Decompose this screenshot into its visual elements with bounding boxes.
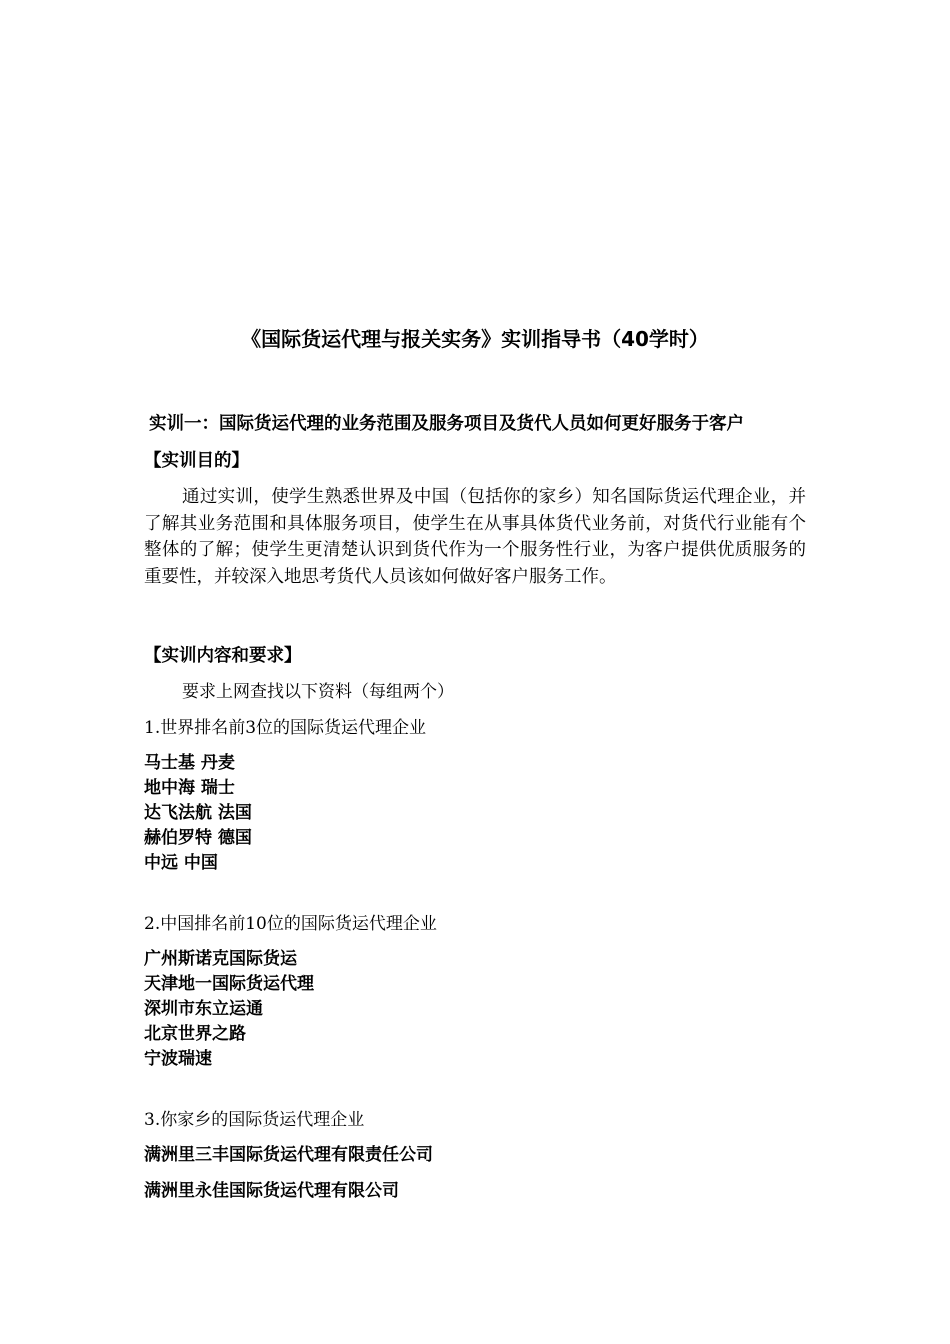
list-item: 广州斯诺克国际货运 [144,949,297,969]
question-1-label: 1.世界排名前3位的国际货运代理企业 [144,718,427,738]
hometown-forwarder-1: 满洲里三丰国际货运代理有限责任公司 [144,1145,433,1165]
china-forwarders-list [144,947,314,1072]
instruction-line: 要求上网查找以下资料（每组两个） [182,682,454,702]
hometown-forwarder-2: 满洲里永佳国际货运代理有限公司 [144,1181,399,1201]
question-3-label: 3.你家乡的国际货运代理企业 [144,1110,365,1130]
world-forwarders-list [144,751,252,876]
document-title: 《国际货运代理与报关实务》实训指导书（40学时） [241,327,709,351]
content-heading: 【实训内容和要求】 [144,646,302,666]
list-item: 地中海 瑞士 [144,778,235,798]
purpose-paragraph: 通过实训，使学生熟悉世界及中国（包括你的家乡）知名国际货运代理企业，并了解其业务范围和具体服务项目，使学生在从事具体货代业务前，对货代行业能有个整体的了解；使学生更清楚认识到货代作为一个服务性行业，为客户提供优质服务的重要性，并较深入地思考货代人员该如何做好客户服务工作。 [144,487,806,587]
list-item: 达飞法航 法国 [144,803,252,823]
list-item: 北京世界之路 [144,1024,246,1044]
list-item: 赫伯罗特 德国 [144,828,252,848]
section-title: 实训一：国际货运代理的业务范围及服务项目及货代人员如何更好服务于客户 [149,414,744,434]
list-item: 中远 中国 [144,853,218,873]
list-item: 天津地一国际货运代理 [144,974,314,994]
list-item: 马士基 丹麦 [144,753,235,773]
list-item: 宁波瑞速 [144,1049,212,1069]
purpose-heading: 【实训目的】 [144,451,249,471]
question-2-label: 2.中国排名前10位的国际货运代理企业 [144,914,437,934]
list-item: 深圳市东立运通 [144,999,263,1019]
